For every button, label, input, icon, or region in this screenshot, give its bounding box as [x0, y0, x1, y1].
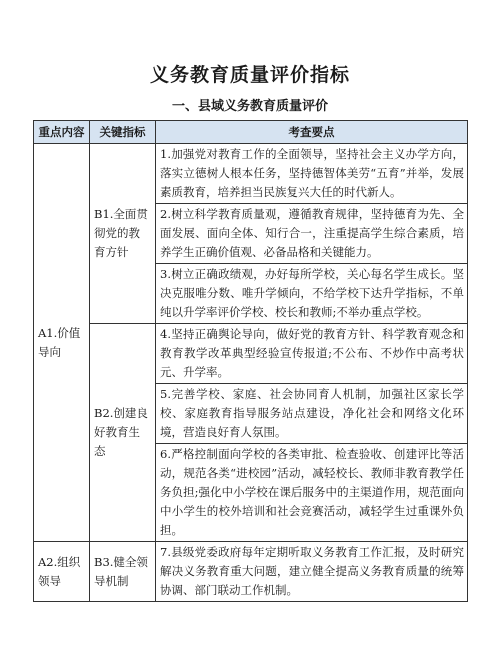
key-content-label: A2.组织领导 [38, 554, 81, 588]
check-points-cell [156, 144, 468, 324]
header-key-indicator: 关键指标 [90, 121, 156, 144]
indicator-label: B1.全面贯彻党的教育方针 [94, 207, 148, 259]
key-content-cell [34, 542, 90, 602]
evaluation-table [33, 120, 468, 602]
table-row [34, 324, 468, 542]
check-points-cell [156, 542, 468, 602]
section-title: 一、县域义务教育质量评价 [171, 99, 328, 114]
indicator-cell [90, 324, 156, 542]
check-point-item: 4.坚持正确舆论导向，做好党的教育方针、科学教育观念和教育教学改革典型经验宣传报道;不公布、不炒作中高考状元、升学率。 [160, 327, 464, 379]
table-row [34, 542, 468, 602]
check-point-item: 3.树立正确政绩观，办好每所学校，关心每名学生成长。坚决克服唯分数、唯升学倾向，不给学校下达升学指标，不单纯以升学率评价学校、校长和教师;不举办重点学校。 [156, 263, 467, 323]
header-check-points: 考查要点 [156, 121, 468, 144]
indicator-cell [90, 144, 156, 324]
header-key-content: 重点内容 [34, 121, 90, 144]
check-points-cell [156, 324, 468, 542]
check-point-item: 5.完善学校、家庭、社会协同育人机制，加强社区家长学校、家庭教育指导服务站点建设，净化社会和网络文化环境，营造良好育人氛围。 [156, 383, 467, 443]
check-point-item: 2.树立科学教育质量观，遵循教育规律，坚持德育为先、全面发展、面向全体、知行合一，注重提高学生综合素质，培养学生正确价值观、必备品格和关键能力。 [156, 203, 467, 263]
check-point-item: 7.县级党委政府每年定期听取义务教育工作汇报，及时研究解决义务教育重大问题，建立健全提高义务教育质量的统筹协调、部门联动工作机制。 [160, 545, 464, 597]
indicator-label: B3.健全领导机制 [94, 554, 148, 588]
key-content-cell [34, 144, 90, 542]
key-content-label: A1.价值导向 [38, 325, 81, 359]
page-title: 义务教育质量评价指标 [149, 64, 350, 86]
check-point-item: 1.加强党对教育工作的全面领导，坚持社会主义办学方向，落实立德树人根本任务，坚持德智体美劳“五育”并举，发展素质教育，培养担当民族复兴大任的时代新人。 [160, 147, 464, 199]
table-row [34, 144, 468, 324]
check-point-item: 6.严格控制面向学校的各类审批、检查验收、创建评比等活动，规范各类“进校园”活动，减轻校长、教师非教育教学任务负担;强化中小学校在课后服务中的主渠道作用，规范面向中小学生的校外培训和社会竞赛活动，减轻学生过重课外负担。 [156, 443, 467, 541]
indicator-cell [90, 542, 156, 602]
indicator-label: B2.创建良好教育生态 [94, 406, 148, 458]
table-header-row [34, 121, 468, 144]
